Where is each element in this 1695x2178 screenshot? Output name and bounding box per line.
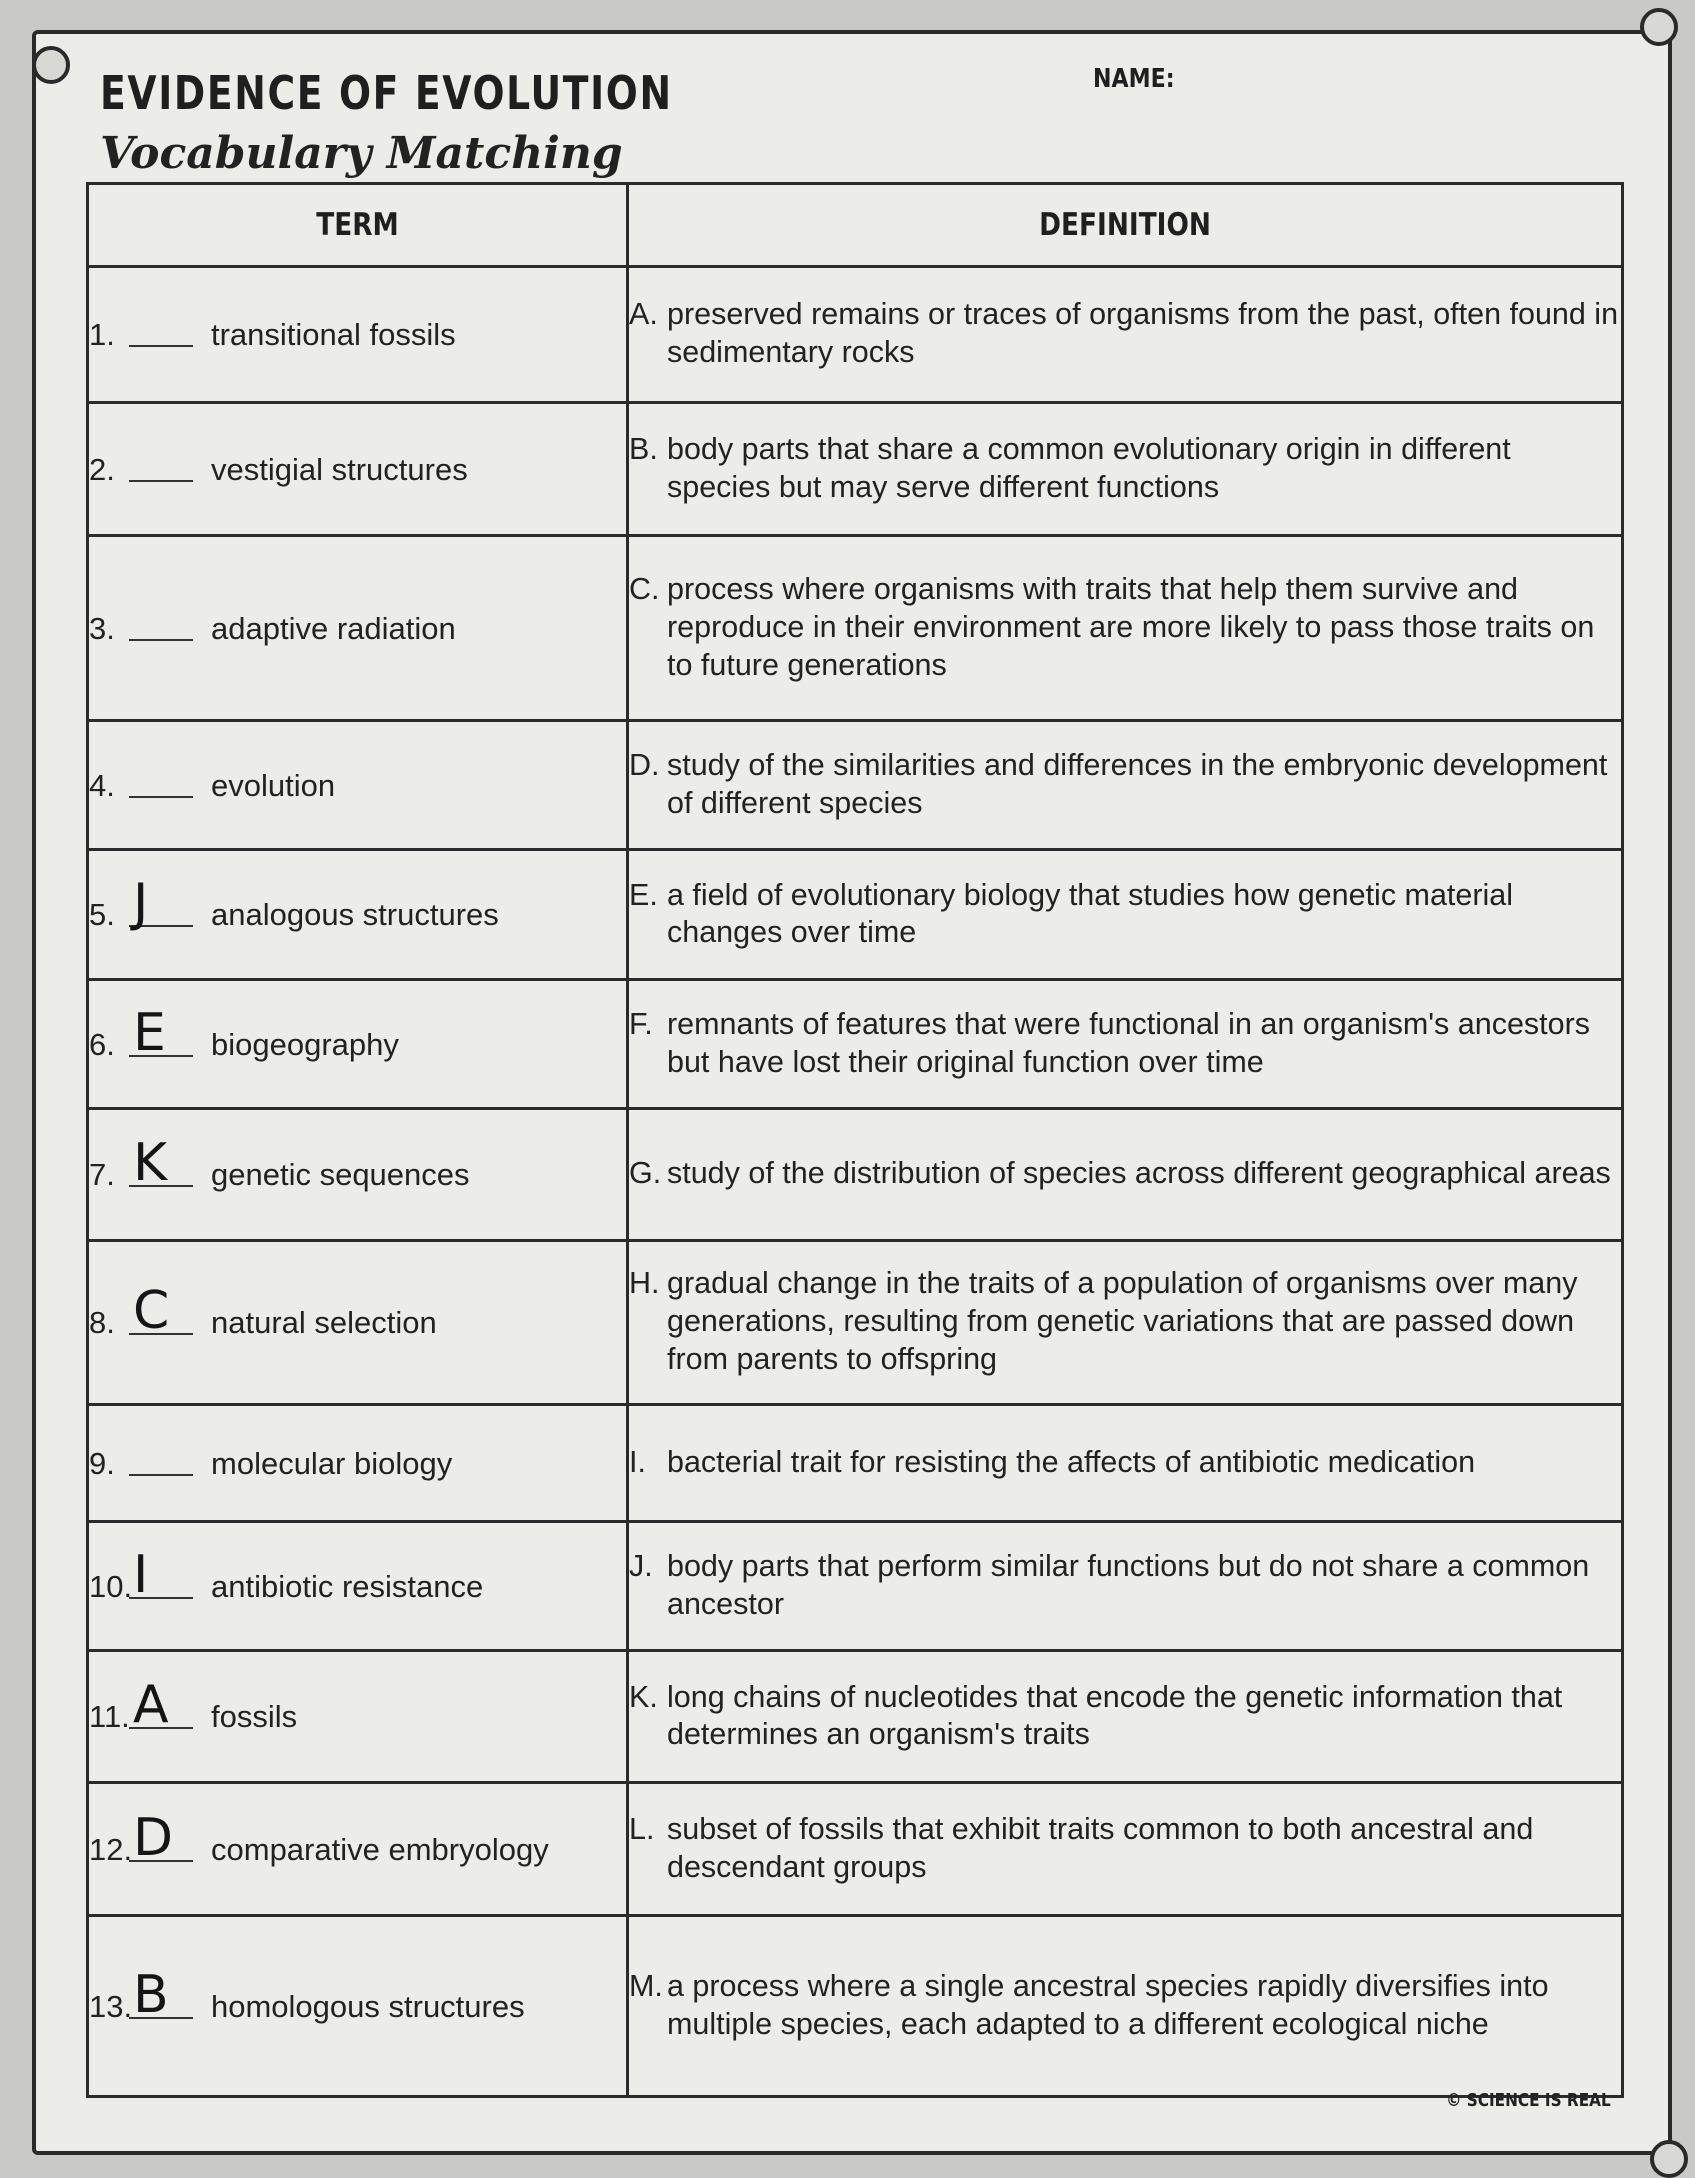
definition-cell (628, 850, 1623, 979)
handwritten-answer: C (133, 1281, 170, 1342)
table-body (88, 267, 1623, 2097)
definition-cell (628, 720, 1623, 849)
definition-cell (628, 1521, 1623, 1650)
definition-letter: F. (629, 1007, 653, 1042)
definition-cell (628, 536, 1623, 721)
item-number: 2. (89, 451, 115, 487)
definition-text: bacterial trait for resisting the affects of antibiotic medication (667, 1444, 1476, 1479)
handwritten-subtitle: Vocabulary Matching (100, 128, 623, 179)
definition-cell (628, 1240, 1623, 1404)
term-cell (88, 1109, 628, 1240)
item-number: 5. (89, 897, 115, 933)
table-row (88, 1916, 1623, 2097)
item-number: 6. (89, 1026, 115, 1062)
term-text: natural selection (211, 1305, 437, 1341)
term-text: homologous structures (211, 1989, 525, 2025)
term-text: vestigial structures (211, 451, 468, 487)
definition-text: gradual change in the traits of a population of organisms over many generations, resulting from genetic variations that are passed down from parents to offspring (667, 1266, 1578, 1377)
answer-blank[interactable] (129, 1807, 193, 1868)
term-text: evolution (211, 768, 336, 804)
term-cell (88, 720, 628, 849)
definition-letter: G. (629, 1156, 662, 1191)
handwritten-answer: D (133, 1807, 174, 1868)
term-cell (88, 402, 628, 536)
term-text: genetic sequences (211, 1157, 470, 1193)
handwritten-answer: B (133, 1965, 169, 2026)
definition-text: subset of fossils that exhibit traits common to both ancestral and descendant groups (667, 1812, 1534, 1884)
definition-text: a field of evolutionary biology that studies how genetic material changes over time (667, 877, 1514, 950)
vocabulary-matching-table (86, 182, 1624, 2098)
binder-hole-top-right-icon (1640, 8, 1678, 46)
term-text: transitional fossils (211, 317, 456, 353)
term-cell (88, 850, 628, 979)
item-number: 3. (89, 610, 115, 646)
binder-hole-top-left-icon (32, 46, 70, 84)
definition-letter: A. (629, 297, 658, 332)
definition-text: process where organisms with traits that help them survive and reproduce in their environment are more likely to pass those traits on to future generations (667, 572, 1595, 682)
definition-text: a process where a single ancestral species rapidly diversifies into multiple species, each adapted to a different ecological niche (667, 1969, 1549, 2042)
definition-text: long chains of nucleotides that encode the genetic information that determines an organism's traits (667, 1679, 1563, 1752)
definition-text: body parts that share a common evolutionary origin in different species but may serve different functions (667, 431, 1511, 504)
answer-blank[interactable] (129, 1444, 193, 1476)
copyright-notice: © SCIENCE IS REAL (1446, 2090, 1611, 2111)
handwritten-answer: K (133, 1133, 168, 1194)
definition-letter: H. (629, 1266, 660, 1301)
definition-letter: J. (629, 1549, 653, 1584)
answer-blank[interactable] (129, 1133, 193, 1194)
definition-cell (628, 1782, 1623, 1916)
item-number: 8. (89, 1305, 115, 1341)
definition-letter: M. (629, 1969, 663, 2004)
term-cell (88, 1916, 628, 2097)
table-row (88, 1404, 1623, 1521)
answer-blank[interactable] (129, 873, 193, 934)
definition-letter: D. (629, 748, 660, 783)
answer-blank[interactable] (129, 1545, 193, 1606)
table-row (88, 1240, 1623, 1404)
handwritten-answer: A (133, 1675, 169, 1736)
table-row (88, 1782, 1623, 1916)
term-cell (88, 267, 628, 403)
definition-letter: L. (629, 1812, 655, 1847)
item-number: 9. (89, 1445, 115, 1481)
definition-text: body parts that perform similar functions but do not share a common ancestor (667, 1549, 1590, 1622)
term-text: biogeography (211, 1026, 399, 1062)
table-row (88, 979, 1623, 1108)
item-number: 10. (89, 1569, 133, 1605)
term-cell (88, 1521, 628, 1650)
term-cell (88, 1782, 628, 1916)
answer-blank[interactable] (129, 1002, 193, 1063)
definition-cell (628, 979, 1623, 1108)
term-text: antibiotic resistance (211, 1569, 484, 1605)
table-row (88, 267, 1623, 403)
table-row (88, 1521, 1623, 1650)
item-number: 7. (89, 1157, 115, 1193)
definition-cell (628, 1109, 1623, 1240)
definition-letter: I. (629, 1444, 646, 1479)
term-cell (88, 979, 628, 1108)
handwritten-answer: E (133, 1002, 166, 1063)
binder-hole-bottom-right-icon (1650, 2140, 1688, 2178)
answer-blank[interactable] (129, 450, 193, 482)
table-row (88, 536, 1623, 721)
worksheet-title: EVIDENCE OF EVOLUTION (100, 66, 673, 120)
item-number: 13. (89, 1989, 133, 2025)
handwritten-answer: J (133, 873, 149, 934)
answer-blank[interactable] (129, 766, 193, 798)
definition-text: preserved remains or traces of organisms from the past, often found in sedimentary rocks (667, 297, 1619, 370)
definition-text: study of the similarities and differences in the embryonic development of different species (667, 748, 1608, 821)
item-number: 1. (89, 317, 115, 353)
definition-cell (628, 1651, 1623, 1782)
definition-letter: E. (629, 877, 658, 912)
term-cell (88, 1240, 628, 1404)
term-cell (88, 1404, 628, 1521)
term-text: analogous structures (211, 897, 499, 933)
table-row (88, 720, 1623, 849)
answer-blank[interactable] (129, 1965, 193, 2026)
name-field-label[interactable]: NAME: (1093, 64, 1175, 94)
table-row (88, 1651, 1623, 1782)
definition-cell (628, 1404, 1623, 1521)
definition-letter: C. (629, 572, 660, 607)
handwritten-answer: I (133, 1545, 149, 1606)
table-row (88, 1109, 1623, 1240)
term-cell (88, 536, 628, 721)
definition-letter: K. (629, 1679, 658, 1714)
definition-column-header: DEFINITION (628, 184, 1623, 267)
definition-letter: B. (629, 431, 658, 466)
answer-blank[interactable] (129, 1281, 193, 1342)
table-header-row (88, 184, 1623, 267)
definition-cell (628, 402, 1623, 536)
term-text: fossils (211, 1699, 298, 1735)
term-column-header: TERM (88, 184, 628, 267)
definition-cell (628, 267, 1623, 403)
definition-text: remnants of features that were functional in an organism's ancestors but have lost their original function over time (667, 1007, 1590, 1079)
term-cell (88, 1651, 628, 1782)
term-text: comparative embryology (211, 1831, 549, 1867)
item-number: 11. (89, 1699, 130, 1735)
table-row (88, 850, 1623, 979)
term-text: molecular biology (211, 1445, 453, 1481)
item-number: 4. (89, 768, 115, 804)
answer-blank[interactable] (129, 1675, 193, 1736)
answer-blank[interactable] (129, 315, 193, 347)
definition-text: study of the distribution of species across different geographical areas (667, 1156, 1611, 1191)
term-text: adaptive radiation (211, 610, 456, 646)
item-number: 12. (89, 1831, 133, 1867)
answer-blank[interactable] (129, 609, 193, 641)
definition-cell (628, 1916, 1623, 2097)
table-row (88, 402, 1623, 536)
